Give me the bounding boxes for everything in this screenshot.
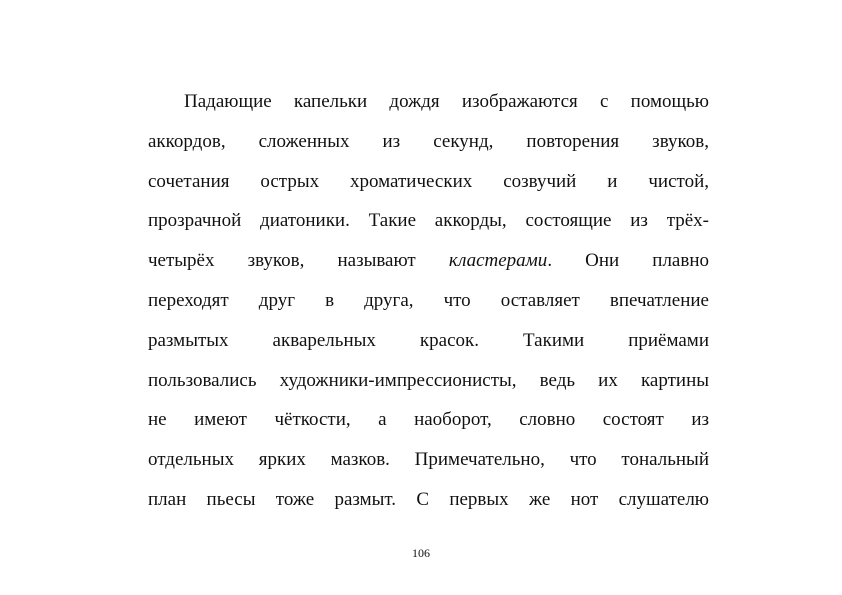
- paragraph: [148, 82, 709, 520]
- text-line-3: сочетания острых хроматических созвучий и чистой,: [148, 170, 709, 192]
- text-line-4: прозрачной диатоники. Такие аккорды, состоящие из трёх-: [148, 210, 709, 232]
- emphasized-term: кластерами: [448, 250, 548, 272]
- text-line-5: [148, 241, 709, 281]
- text-line-5-after: . Они плавно: [547, 250, 709, 272]
- text-line-11: план пьесы тоже размыт. С первых же нот слушателю: [148, 488, 709, 510]
- text-line-8: пользовались художники-импрессионисты, ведь их картины: [148, 369, 709, 391]
- text-line-10: отдельных ярких мазков. Примечательно, что тональный: [148, 449, 709, 471]
- text-line-7: размытых акварельных красок. Такими приёмами: [148, 329, 709, 351]
- text-line-1: Падающие капельки дождя изображаются с помощью: [184, 91, 709, 112]
- text-line-2: аккордов, сложенных из секунд, повторения звуков,: [148, 130, 709, 152]
- text-line-9: не имеют чёткости, а наоборот, словно состоят из: [148, 409, 709, 431]
- text-line-6: переходят друг в друга, что оставляет впечатление: [148, 289, 709, 311]
- text-line-5-before: четырёх звуков, называют: [148, 250, 449, 272]
- page-number: 106: [412, 546, 430, 560]
